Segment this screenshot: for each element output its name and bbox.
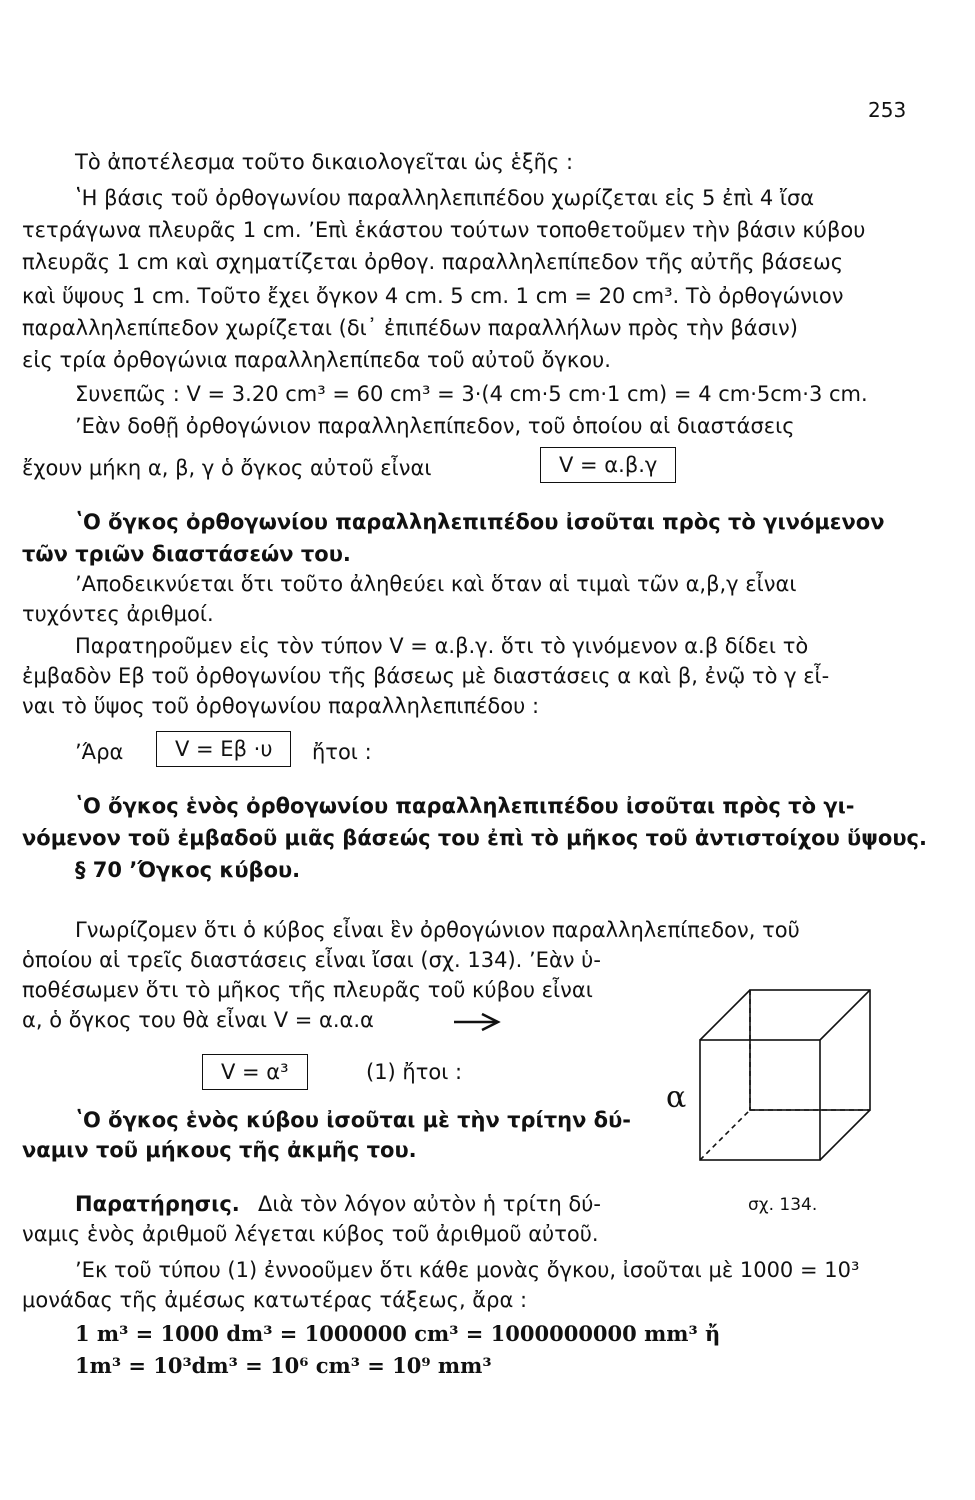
cube-front-face (700, 1040, 820, 1160)
text-line: ἤτοι : (312, 740, 372, 764)
remark-label: Παρατήρησις. (75, 1192, 240, 1216)
text-line: ʼΕκ τοῦ τύπου (1) ἐννοοῦμεν ὅτι κάθε μονὰς ὄγκου, ἰσοῦται μὲ 1000 = 10³ (75, 1258, 860, 1282)
text-line: (1) ἤτοι : (366, 1060, 463, 1084)
text-line: μονάδας τῆς ἀμέσως κατωτέρας τάξεως, ἄρα : (22, 1288, 528, 1312)
formula-box-prism: V = α.β.γ (540, 447, 676, 483)
theorem-line: ʽΟ ὄγκος ὀρθογωνίου παραλληλεπιπέδου ἰσοῦται πρὸς τὸ γινόμενον (75, 510, 885, 534)
text-line: ʼΑποδεικνύεται ὅτι τοῦτο ἀληθεύει καὶ ὅταν αἱ τιμαὶ τῶν α,β,γ εἶναι (75, 572, 797, 596)
text-line: Παρατηροῦμεν εἰς τὸν τύπον V = α.β.γ. ὅτι τὸ γινόμενον α.β δίδει τὸ (75, 634, 809, 658)
text-line: Τὸ ἀποτέλεσμα τοῦτο δικαιολογεῖται ὡς ἑξῆς : (75, 150, 574, 174)
figure-caption: σχ. 134. (748, 1195, 818, 1215)
text-line: Γνωρίζομεν ὅτι ὁ κύβος εἶναι ἓν ὀρθογώνιον παραλληλεπίπεδον, τοῦ (75, 918, 800, 942)
math-line: 1m³ = 10³dm³ = 10⁶ cm³ = 10⁹ mm³ (75, 1353, 492, 1378)
text-line: καὶ ὕψους 1 cm. Τοῦτο ἔχει ὄγκον 4 cm. 5 cm. 1 cm = 20 cm³. Τὸ ὀρθογώνιον (22, 284, 844, 308)
text-line: εἰς τρία ὀρθογώνια παραλληλεπίπεδα τοῦ αὐτοῦ ὄγκου. (22, 348, 611, 372)
theorem-line: νόμενον τοῦ ἐμβαδοῦ μιᾶς βάσεώς του ἐπὶ τὸ μῆκος τοῦ ἀντιστοίχου ὕψους. (22, 826, 927, 850)
formula-box-cube: V = α³ (202, 1054, 308, 1090)
text-line: ʼΕὰν δοθῇ ὀρθογώνιον παραλληλεπίπεδον, τοῦ ὁποίου αἱ διαστάσεις (75, 414, 795, 438)
text-line: Διὰ τὸν λόγον αὐτὸν ἡ τρίτη δύ- (258, 1192, 602, 1216)
text-line: παραλληλεπίπεδον χωρίζεται (δι᾽ ἐπιπέδων παραλλήλων πρὸς τὴν βάσιν) (22, 316, 798, 340)
page-number: 253 (868, 98, 907, 122)
theorem-line: ʽΟ ὄγκος ἑνὸς ὀρθογωνίου παραλληλεπιπέδου ἰσοῦται πρὸς τὸ γι- (75, 794, 855, 818)
math-line: 1 m³ = 1000 dm³ = 1000000 cm³ = 1000000000 mm³ ἤ (75, 1321, 721, 1346)
text-line: πλευρᾶς 1 cm καὶ σχηματίζεται ὀρθογ. παραλληλεπίπεδον τῆς αὐτῆς βάσεως (22, 250, 844, 274)
text-line: ἐμβαδὸν Eβ τοῦ ὀρθογωνίου τῆς βάσεως μὲ διαστάσεις α καὶ β, ἐνῷ τὸ γ εἶ- (22, 664, 830, 688)
text-line: ὁποίου αἱ τρεῖς διαστάσεις εἶναι ἴσαι (σχ. 134). ʼΕὰν ὑ- (22, 948, 601, 972)
text-line: ναμις ἑνὸς ἀριθμοῦ λέγεται κύβος τοῦ ἀριθμοῦ αὐτοῦ. (22, 1222, 599, 1246)
section-heading: § 70 ʼΌγκος κύβου. (75, 858, 301, 882)
text-line: α, ὁ ὄγκος του θὰ εἶναι V = α.α.α (22, 1008, 374, 1032)
text-line: τετράγωνα πλευρᾶς 1 cm. ʼΕπὶ ἑκάστου τούτων τοποθετοῦμεν τὴν βάσιν κύβου (22, 218, 866, 242)
text-line: τυχόντες ἀριθμοί. (22, 602, 214, 626)
theorem-line: ναμιν τοῦ μήκους τῆς ἀκμῆς του. (22, 1138, 417, 1162)
text-line: ποθέσωμεν ὅτι τὸ μῆκος τῆς πλευρᾶς τοῦ κύβου εἶναι (22, 978, 593, 1002)
text-line: ʼΆρα (75, 740, 124, 764)
arrow-right-icon (452, 1010, 512, 1034)
cube-edge-label: α (666, 1080, 687, 1115)
text-line: Συνεπῶς : V = 3.20 cm³ = 60 cm³ = 3·(4 cm·5 cm·1 cm) = 4 cm·5cm·3 cm. (75, 382, 868, 406)
text-line: ἔχουν μήκη α, β, γ ὁ ὄγκος αὐτοῦ εἶναι (22, 456, 432, 480)
theorem-line: ʽΟ ὄγκος ἑνὸς κύβου ἰσοῦται μὲ τὴν τρίτην δύ- (75, 1108, 632, 1132)
formula-box-base-area: V = Eβ ·υ (156, 731, 291, 767)
theorem-line: τῶν τριῶν διαστάσεών του. (22, 542, 351, 566)
text-line: ναι τὸ ὕψος τοῦ ὀρθογωνίου παραλληλεπιπέδου : (22, 694, 540, 718)
text-line: ʽΗ βάσις τοῦ ὀρθογωνίου παραλληλεπιπέδου χωρίζεται εἰς 5 ἐπὶ 4 ἴσα (75, 186, 815, 210)
